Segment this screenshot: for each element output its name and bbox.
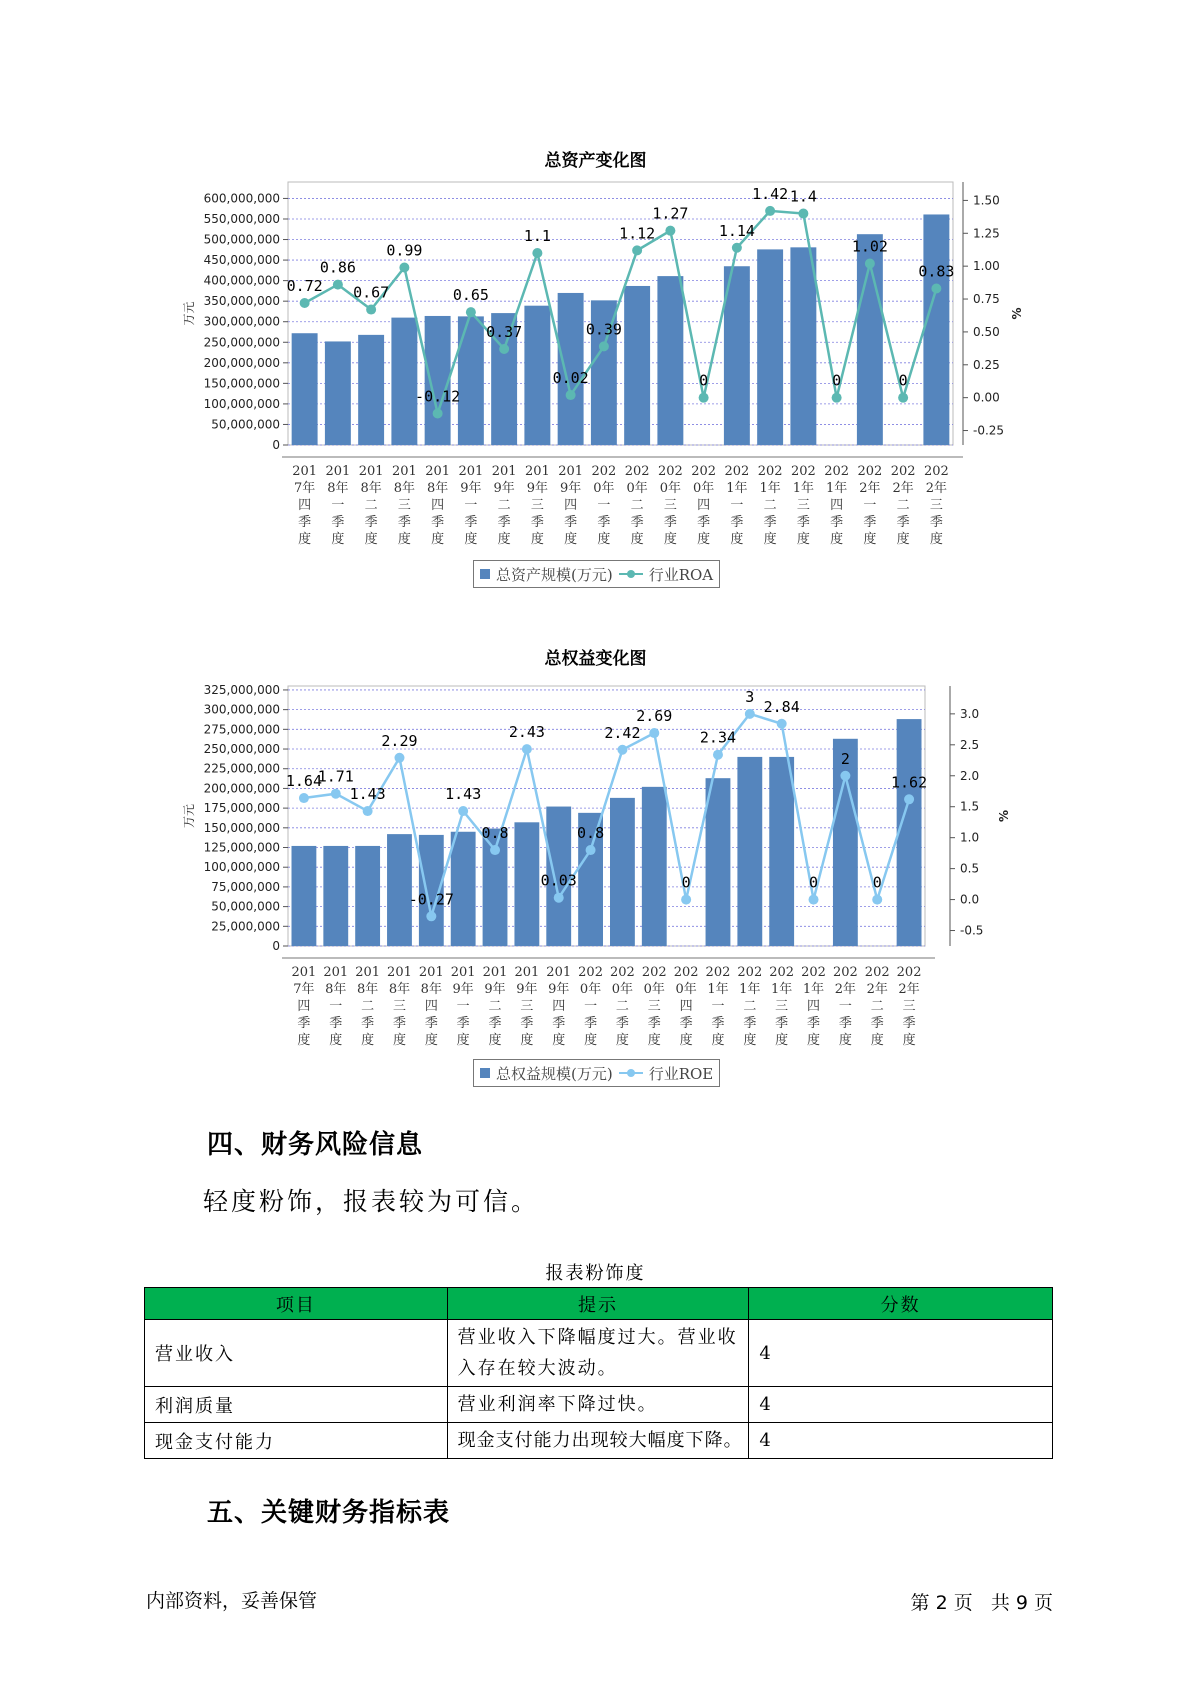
table-row bbox=[145, 1387, 1053, 1423]
y2-tick-label: 2.0 bbox=[960, 768, 980, 783]
y-tick-label: 225,000,000 bbox=[203, 761, 280, 776]
y-tick-label: 50,000,000 bbox=[211, 417, 280, 432]
line-point bbox=[649, 728, 659, 738]
y2-tick-label: 0.25 bbox=[973, 357, 1000, 372]
data-label: -0.27 bbox=[408, 890, 454, 909]
y-tick-label: 75,000,000 bbox=[211, 879, 280, 894]
data-label: 0.39 bbox=[585, 320, 622, 339]
line-point bbox=[872, 895, 882, 905]
bar bbox=[790, 247, 816, 445]
x-tick-label: 202 0年一季度 bbox=[578, 965, 603, 1048]
y2-axis-title: % bbox=[997, 809, 1011, 823]
x-tick-label: 202 2年二季度 bbox=[890, 464, 916, 547]
line-point bbox=[394, 753, 404, 763]
bar bbox=[524, 306, 550, 445]
data-label: 1.4 bbox=[789, 187, 817, 206]
x-tick-label: 202 0年二季度 bbox=[610, 965, 635, 1048]
data-label: 0.72 bbox=[286, 276, 323, 295]
x-tick-label: 202 1年二季度 bbox=[737, 965, 763, 1048]
line-point bbox=[426, 911, 436, 921]
header-hint: 提示 bbox=[447, 1288, 749, 1320]
x-tick-label: 202 2年三季度 bbox=[896, 965, 922, 1048]
y-tick-label: 0 bbox=[272, 438, 280, 452]
y-tick-label: 150,000,000 bbox=[203, 820, 280, 835]
bar bbox=[757, 249, 783, 445]
row-item: 利润质量 bbox=[145, 1387, 448, 1423]
row-item: 现金支付能力 bbox=[145, 1423, 448, 1459]
y-axis-title: 万元 bbox=[182, 803, 196, 829]
x-tick-label: 202 0年三季度 bbox=[641, 965, 667, 1048]
line-point bbox=[586, 845, 596, 855]
row-item: 营业收入 bbox=[145, 1320, 448, 1387]
bar bbox=[657, 276, 683, 445]
bar bbox=[642, 787, 667, 946]
y2-tick-label: 3.0 bbox=[960, 706, 980, 721]
y-tick-label: 50,000,000 bbox=[211, 899, 280, 914]
table-header-row bbox=[145, 1288, 1053, 1320]
row-hint: 营业利润率下降过快。 bbox=[447, 1387, 749, 1423]
total-equity-chart bbox=[0, 668, 1191, 1068]
bar bbox=[391, 318, 417, 445]
data-label: 2.84 bbox=[763, 697, 800, 716]
x-tick-label: 202 1年一季度 bbox=[724, 464, 750, 547]
data-label: 2.43 bbox=[508, 723, 545, 742]
x-tick-label: 202 1年一季度 bbox=[705, 965, 731, 1048]
x-tick-label: 202 1年三季度 bbox=[769, 965, 795, 1048]
y-tick-label: 200,000,000 bbox=[203, 781, 280, 796]
y-tick-label: 250,000,000 bbox=[203, 335, 280, 350]
line-point bbox=[632, 245, 642, 255]
line-point bbox=[777, 719, 787, 729]
x-tick-label: 201 9年一季度 bbox=[458, 464, 484, 547]
y-tick-label: 175,000,000 bbox=[203, 801, 280, 816]
y2-tick-label: 0.0 bbox=[960, 892, 980, 907]
bar bbox=[923, 214, 949, 445]
x-tick-label: 201 8年三季度 bbox=[387, 965, 412, 1048]
y2-tick-label: 1.0 bbox=[960, 830, 980, 845]
data-label: 0.8 bbox=[577, 824, 605, 843]
bar bbox=[292, 333, 318, 445]
line-point bbox=[458, 806, 468, 816]
header-item: 项目 bbox=[145, 1288, 448, 1320]
y2-tick-label: 1.50 bbox=[973, 193, 1000, 208]
y2-tick-label: 1.00 bbox=[973, 259, 1000, 274]
total-equity-legend bbox=[473, 1059, 720, 1087]
y-tick-label: 200,000,000 bbox=[203, 355, 280, 370]
table-row bbox=[145, 1423, 1053, 1459]
x-tick-label: 201 9年四季度 bbox=[546, 965, 572, 1048]
line-point bbox=[699, 393, 709, 403]
risk-summary: 轻度粉饰，报表较为可信。 bbox=[203, 1187, 540, 1216]
data-label: 1.27 bbox=[652, 204, 689, 223]
x-tick-label: 201 9年二季度 bbox=[482, 965, 508, 1048]
data-label: 1.12 bbox=[619, 224, 656, 243]
line-point bbox=[554, 893, 564, 903]
x-tick-label: 202 1年三季度 bbox=[790, 464, 816, 547]
x-tick-label: 201 9年三季度 bbox=[524, 464, 550, 547]
bar bbox=[737, 757, 762, 946]
y-tick-label: 400,000,000 bbox=[203, 273, 280, 288]
bar bbox=[706, 778, 731, 946]
row-score: 4 bbox=[749, 1320, 1053, 1387]
y2-tick-label: -0.25 bbox=[973, 423, 1005, 438]
data-label: -0.12 bbox=[415, 387, 461, 406]
y2-axis-title: % bbox=[1010, 307, 1024, 320]
legend-label-equity: 总权益规模(万元) bbox=[496, 1064, 613, 1083]
y-tick-label: 275,000,000 bbox=[203, 722, 280, 737]
line-point bbox=[713, 750, 723, 760]
y2-tick-label: 0.75 bbox=[973, 292, 1000, 307]
data-label: 0 bbox=[809, 873, 819, 892]
y-tick-label: 500,000,000 bbox=[203, 232, 280, 247]
data-label: 2.42 bbox=[604, 723, 641, 742]
plot-area bbox=[288, 182, 953, 445]
risk-table bbox=[144, 1287, 1053, 1459]
x-tick-label: 201 8年一季度 bbox=[325, 464, 351, 547]
line-point bbox=[840, 771, 850, 781]
data-label: 0.8 bbox=[481, 824, 509, 843]
y2-tick-label: 0.00 bbox=[973, 390, 1000, 405]
data-label: 0.99 bbox=[386, 241, 423, 260]
line-point bbox=[299, 793, 309, 803]
line-point bbox=[798, 209, 808, 219]
bar bbox=[624, 286, 650, 445]
x-tick-label: 201 7年四季度 bbox=[292, 464, 318, 547]
x-tick-label: 201 9年四季度 bbox=[558, 464, 584, 547]
data-label: 0 bbox=[898, 371, 908, 390]
y-tick-label: 550,000,000 bbox=[203, 211, 280, 226]
line-point bbox=[433, 408, 443, 418]
data-label: 1.42 bbox=[752, 184, 789, 203]
x-tick-label: 201 9年二季度 bbox=[491, 464, 517, 547]
total-assets-legend bbox=[473, 560, 720, 588]
y2-tick-label: 0.5 bbox=[960, 861, 980, 876]
x-tick-label: 202 0年二季度 bbox=[624, 464, 650, 547]
y-tick-label: 125,000,000 bbox=[203, 840, 280, 855]
y-tick-label: 300,000,000 bbox=[203, 314, 280, 329]
section-heading-risk: 四、财务风险信息 bbox=[207, 1130, 424, 1160]
data-label: 3 bbox=[745, 687, 755, 706]
y-tick-label: 250,000,000 bbox=[203, 742, 280, 757]
line-point bbox=[904, 794, 914, 804]
bar bbox=[355, 846, 380, 946]
data-label: 0 bbox=[699, 371, 709, 390]
bar bbox=[451, 832, 476, 946]
x-tick-label: 201 8年二季度 bbox=[358, 464, 384, 547]
data-label: 2 bbox=[840, 749, 850, 768]
y2-tick-label: 1.5 bbox=[960, 799, 980, 814]
data-label: 0.02 bbox=[552, 369, 589, 388]
data-label: 0.65 bbox=[452, 286, 489, 305]
data-label: 1.64 bbox=[285, 772, 322, 791]
line-point bbox=[745, 709, 755, 719]
data-label: 1.43 bbox=[349, 785, 386, 804]
line-point bbox=[617, 745, 627, 755]
line-point bbox=[931, 284, 941, 294]
x-tick-label: 202 2年三季度 bbox=[923, 464, 949, 547]
x-tick-label: 202 0年一季度 bbox=[591, 464, 617, 547]
y-tick-label: 350,000,000 bbox=[203, 294, 280, 309]
bar bbox=[833, 739, 858, 946]
chart-title-total-equity: 总权益变化图 bbox=[544, 649, 647, 669]
x-tick-label: 201 8年四季度 bbox=[425, 464, 451, 547]
bar bbox=[358, 335, 384, 445]
bar bbox=[769, 757, 794, 946]
bar bbox=[514, 822, 539, 946]
bar bbox=[897, 719, 922, 946]
y-axis-title: 万元 bbox=[182, 301, 196, 326]
y-tick-label: 150,000,000 bbox=[203, 376, 280, 391]
data-label: 2.29 bbox=[381, 731, 418, 750]
row-score: 4 bbox=[749, 1387, 1053, 1423]
data-label: 2.34 bbox=[699, 728, 737, 747]
line-point bbox=[522, 744, 532, 754]
y-tick-label: 100,000,000 bbox=[203, 860, 280, 875]
x-tick-label: 201 8年一季度 bbox=[323, 965, 349, 1048]
row-hint: 现金支付能力出现较大幅度下降。 bbox=[447, 1423, 749, 1459]
x-tick-label: 201 9年一季度 bbox=[450, 965, 476, 1048]
chart-title-total-assets: 总资产变化图 bbox=[544, 151, 647, 171]
y-tick-label: 100,000,000 bbox=[203, 396, 280, 411]
data-label: 0 bbox=[681, 873, 691, 892]
legend-label-assets: 总资产规模(万元) bbox=[496, 565, 613, 584]
line-point bbox=[300, 298, 310, 308]
bar bbox=[425, 316, 451, 445]
line-point bbox=[490, 845, 500, 855]
line-legend-swatch bbox=[619, 1067, 643, 1079]
data-label: 0.83 bbox=[918, 262, 955, 281]
x-tick-label: 202 1年四季度 bbox=[824, 464, 850, 547]
line-point bbox=[732, 243, 742, 253]
x-tick-label: 202 2年一季度 bbox=[832, 965, 858, 1048]
line-point bbox=[466, 307, 476, 317]
line-point bbox=[765, 206, 775, 216]
x-tick-label: 202 1年四季度 bbox=[801, 965, 826, 1048]
footer-page-number: 第 2 页 共 9 页 bbox=[910, 1592, 1053, 1614]
x-tick-label: 201 8年三季度 bbox=[391, 464, 417, 547]
line-point bbox=[532, 248, 542, 258]
y-tick-label: 325,000,000 bbox=[203, 682, 280, 697]
data-label: 1.1 bbox=[523, 227, 551, 246]
data-label: 0.03 bbox=[540, 871, 577, 890]
table-caption: 报表粉饰度 bbox=[545, 1263, 646, 1284]
y-tick-label: 450,000,000 bbox=[203, 253, 280, 268]
legend-label-roe: 行业ROE bbox=[648, 1064, 714, 1083]
y2-tick-label: -0.5 bbox=[960, 923, 984, 938]
data-label: 0.67 bbox=[353, 283, 390, 302]
line-point bbox=[331, 789, 341, 799]
y-tick-label: 25,000,000 bbox=[211, 919, 280, 934]
bar bbox=[323, 846, 348, 946]
data-label: 1.14 bbox=[718, 221, 755, 240]
data-label: 1.71 bbox=[317, 767, 354, 786]
line-point bbox=[399, 262, 409, 272]
data-label: 1.62 bbox=[891, 773, 928, 792]
y-tick-label: 300,000,000 bbox=[203, 702, 280, 717]
section-heading-key-indicators: 五、关键财务指标表 bbox=[207, 1498, 451, 1528]
table-row bbox=[145, 1320, 1053, 1387]
line-point bbox=[366, 305, 376, 315]
line-point bbox=[499, 344, 509, 354]
data-label: 0.37 bbox=[486, 323, 523, 342]
y-tick-label: 0 bbox=[272, 939, 280, 953]
y2-tick-label: 0.50 bbox=[973, 324, 1000, 339]
row-hint: 营业收入下降幅度过大。营业收入存在较大波动。 bbox=[447, 1320, 749, 1387]
x-tick-label: 202 0年四季度 bbox=[673, 965, 699, 1048]
bar-legend-swatch bbox=[480, 1068, 490, 1078]
line-point bbox=[832, 393, 842, 403]
line-point bbox=[681, 895, 691, 905]
data-label: 1.43 bbox=[445, 785, 482, 804]
x-tick-label: 201 8年四季度 bbox=[418, 965, 444, 1048]
line-point bbox=[865, 259, 875, 269]
bar-legend-swatch bbox=[480, 569, 490, 579]
bar bbox=[325, 341, 351, 445]
x-tick-label: 201 8年二季度 bbox=[355, 965, 381, 1048]
x-tick-label: 202 1年二季度 bbox=[757, 464, 783, 547]
x-tick-label: 202 2年二季度 bbox=[864, 965, 890, 1048]
legend-label-roa: 行业ROA bbox=[648, 565, 714, 584]
y-tick-label: 600,000,000 bbox=[203, 191, 280, 206]
line-point bbox=[898, 393, 908, 403]
line-point bbox=[363, 806, 373, 816]
x-tick-label: 201 9年三季度 bbox=[514, 965, 540, 1048]
line-point bbox=[333, 280, 343, 290]
x-tick-label: 202 0年四季度 bbox=[691, 464, 717, 547]
footer-confidential: 内部资料，妥善保管 bbox=[146, 1590, 318, 1612]
x-tick-label: 202 0年三季度 bbox=[657, 464, 683, 547]
line-legend-swatch bbox=[619, 568, 643, 580]
data-label: 0 bbox=[872, 873, 882, 892]
x-tick-label: 202 2年一季度 bbox=[857, 464, 883, 547]
data-label: 0.86 bbox=[319, 258, 356, 277]
header-score: 分数 bbox=[749, 1288, 1053, 1320]
bar bbox=[458, 316, 484, 445]
x-tick-label: 201 7年四季度 bbox=[291, 965, 317, 1048]
data-label: 1.02 bbox=[851, 237, 888, 256]
line-point bbox=[665, 226, 675, 236]
bar bbox=[610, 798, 635, 946]
data-label: 0 bbox=[832, 371, 842, 390]
line-point bbox=[599, 341, 609, 351]
bar bbox=[292, 846, 317, 946]
data-label: 2.69 bbox=[636, 707, 673, 726]
y2-tick-label: 1.25 bbox=[973, 226, 1000, 241]
y2-tick-label: 2.5 bbox=[960, 737, 980, 752]
line-point bbox=[566, 390, 576, 400]
row-score: 4 bbox=[749, 1423, 1053, 1459]
line-point bbox=[809, 895, 819, 905]
